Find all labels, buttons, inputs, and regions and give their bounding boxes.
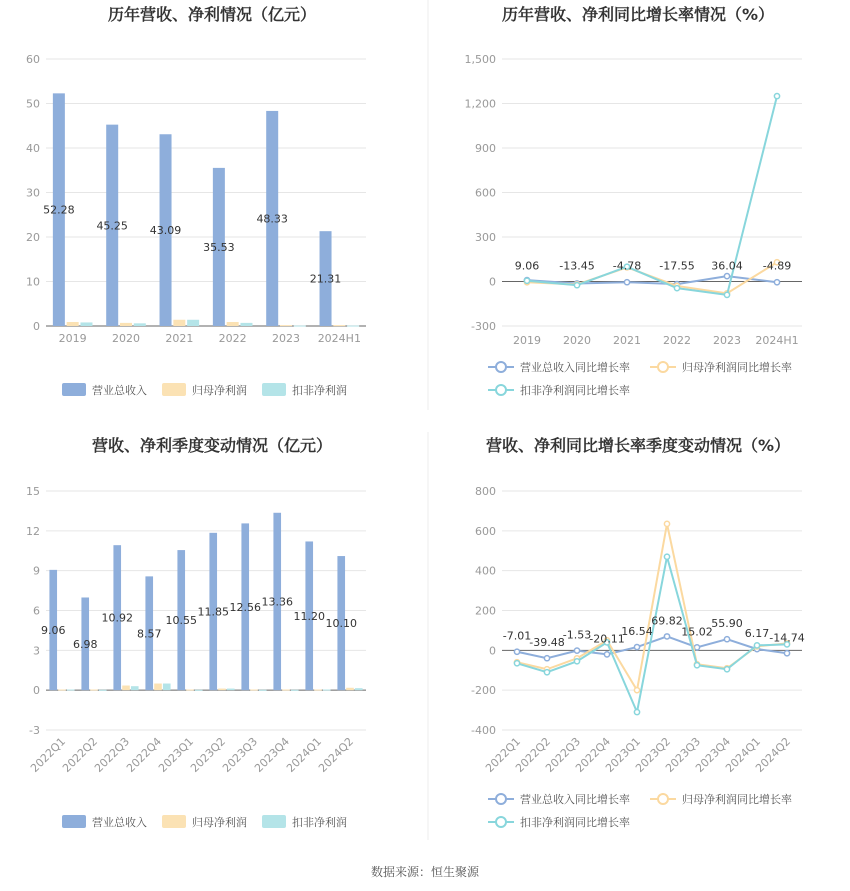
bar-deducted-net-profit bbox=[195, 690, 203, 691]
chart-panel-3 bbox=[26, 436, 366, 829]
line-data-label: 55.90 bbox=[711, 617, 743, 631]
x-tick-label: 2019 bbox=[58, 332, 87, 345]
bar-data-label: 11.85 bbox=[197, 605, 229, 619]
legend-label: 扣非净利润 bbox=[292, 816, 347, 829]
line-data-label: -7.01 bbox=[502, 629, 532, 643]
bar-net-profit bbox=[58, 690, 66, 691]
y-tick-label: 0 bbox=[33, 684, 40, 698]
series-line-2 bbox=[517, 524, 787, 690]
data-point-1 bbox=[694, 645, 699, 650]
chart-title: 营收、净利季度变动情况（亿元） bbox=[91, 436, 333, 455]
y-tick-label: 9 bbox=[33, 564, 40, 578]
bar-deducted-net-profit bbox=[240, 323, 252, 326]
y-tick-label: 1,200 bbox=[464, 97, 496, 111]
data-point-3 bbox=[674, 286, 679, 291]
data-point-3 bbox=[724, 667, 729, 672]
legend-label: 营业总收入同比增长率 bbox=[520, 361, 630, 374]
legend-marker bbox=[658, 794, 668, 804]
x-tick-label: 2023Q1 bbox=[156, 734, 197, 775]
x-tick-label: 2022Q2 bbox=[60, 734, 101, 775]
bar-deducted-net-profit bbox=[99, 690, 107, 691]
x-tick-label: 2024Q2 bbox=[316, 734, 357, 775]
legend-swatch bbox=[262, 815, 286, 828]
data-point-1 bbox=[544, 656, 549, 661]
legend-swatch bbox=[62, 815, 86, 828]
x-tick-label: 2022 bbox=[218, 332, 247, 345]
legend-marker bbox=[496, 362, 506, 372]
x-tick-label: 2023Q1 bbox=[603, 734, 644, 775]
x-tick-label: 2024Q1 bbox=[284, 734, 325, 775]
y-tick-label: 800 bbox=[475, 485, 496, 498]
bar-deducted-net-profit bbox=[134, 323, 146, 326]
bar-data-label: 52.28 bbox=[43, 203, 75, 217]
x-tick-label: 2022Q4 bbox=[573, 734, 614, 775]
bar-net-profit bbox=[122, 686, 130, 691]
y-tick-label: 0 bbox=[489, 644, 496, 658]
legend-label: 扣非净利润同比增长率 bbox=[520, 816, 630, 829]
bar-net-profit bbox=[250, 690, 258, 691]
data-point-3 bbox=[664, 554, 669, 559]
bar-net-profit bbox=[227, 322, 239, 326]
chart-panel-4 bbox=[471, 436, 805, 829]
legend-label: 扣非净利润 bbox=[292, 384, 347, 397]
bar-net-profit bbox=[154, 684, 162, 691]
bar-data-label: 11.20 bbox=[293, 609, 325, 623]
bar-net-profit bbox=[186, 690, 194, 691]
legend-swatch bbox=[162, 383, 186, 396]
x-tick-label: 2023Q2 bbox=[188, 734, 229, 775]
x-tick-label: 2022 bbox=[663, 334, 691, 347]
bar-deducted-net-profit bbox=[291, 690, 299, 691]
data-point-1 bbox=[774, 280, 779, 285]
bar-deducted-net-profit bbox=[131, 686, 139, 690]
data-point-3 bbox=[754, 643, 759, 648]
y-tick-label: 900 bbox=[475, 142, 496, 155]
y-tick-label: -3 bbox=[29, 724, 40, 737]
data-point-1 bbox=[664, 634, 669, 639]
legend-label: 归母净利润 bbox=[192, 384, 247, 397]
bar-data-label: 43.09 bbox=[149, 224, 182, 238]
legend-marker bbox=[496, 794, 506, 804]
x-tick-label: 2024H1 bbox=[755, 334, 799, 347]
x-tick-label: 2022Q1 bbox=[483, 734, 524, 775]
legend-marker bbox=[496, 385, 506, 395]
bar-net-profit bbox=[314, 690, 322, 691]
data-source-text: 数据来源：恒生聚源 bbox=[370, 865, 480, 879]
chart-title: 历年营收、净利情况（亿元） bbox=[107, 5, 317, 24]
x-tick-label: 2021 bbox=[613, 334, 641, 347]
chart-title: 营收、净利同比增长率季度变动情况（%） bbox=[485, 436, 791, 455]
legend-label: 归母净利润同比增长率 bbox=[682, 793, 792, 806]
data-point-3 bbox=[524, 278, 529, 283]
y-tick-label: 40 bbox=[26, 142, 40, 155]
bar-net-profit bbox=[282, 690, 290, 691]
bar-deducted-net-profit bbox=[67, 690, 75, 691]
data-point-1 bbox=[604, 652, 609, 657]
y-tick-label: 600 bbox=[475, 524, 496, 538]
legend-swatch bbox=[162, 815, 186, 828]
bar-net-profit bbox=[218, 689, 226, 691]
data-point-3 bbox=[574, 659, 579, 664]
y-tick-label: -400 bbox=[471, 724, 496, 737]
bar-net-profit bbox=[173, 320, 185, 326]
x-tick-label: 2024H1 bbox=[317, 332, 361, 345]
line-data-label: 16.54 bbox=[621, 625, 653, 639]
x-tick-label: 2023Q4 bbox=[693, 734, 734, 775]
y-tick-label: 60 bbox=[26, 53, 40, 66]
x-tick-label: 2023Q4 bbox=[252, 734, 293, 775]
line-data-label: -4.89 bbox=[762, 259, 792, 273]
bar-data-label: 10.92 bbox=[101, 611, 133, 625]
bar-deducted-net-profit bbox=[323, 690, 331, 691]
x-tick-label: 2024Q2 bbox=[753, 734, 794, 775]
line-data-label: 9.06 bbox=[514, 259, 540, 273]
y-tick-label: 12 bbox=[26, 524, 40, 538]
x-tick-label: 2021 bbox=[165, 332, 194, 345]
y-tick-label: 0 bbox=[33, 320, 40, 333]
line-data-label: -39.48 bbox=[529, 636, 565, 650]
data-point-3 bbox=[544, 670, 549, 675]
y-tick-label: 0 bbox=[489, 275, 496, 289]
bar-data-label: 21.31 bbox=[309, 272, 342, 286]
y-tick-label: 10 bbox=[26, 275, 40, 289]
x-tick-label: 2024Q1 bbox=[723, 734, 764, 775]
data-point-2 bbox=[664, 521, 669, 526]
bar-deducted-net-profit bbox=[227, 689, 235, 691]
y-tick-label: 20 bbox=[26, 231, 40, 244]
data-point-1 bbox=[514, 649, 519, 654]
bar-deducted-net-profit bbox=[347, 326, 359, 327]
line-data-label: -1.53 bbox=[562, 628, 592, 642]
x-tick-label: 2022Q4 bbox=[124, 734, 165, 775]
bar-deducted-net-profit bbox=[163, 684, 171, 691]
line-data-label: 69.82 bbox=[651, 614, 683, 628]
x-tick-label: 2020 bbox=[112, 332, 140, 345]
bar-data-label: 48.33 bbox=[256, 212, 288, 226]
data-point-1 bbox=[574, 648, 579, 653]
chart-title: 历年营收、净利同比增长率情况（%） bbox=[501, 5, 775, 24]
x-tick-label: 2019 bbox=[513, 334, 541, 347]
x-tick-label: 2023Q3 bbox=[663, 734, 704, 775]
line-data-label: -4.78 bbox=[612, 259, 642, 273]
y-tick-label: 300 bbox=[475, 231, 496, 244]
y-tick-label: 30 bbox=[26, 186, 40, 200]
bar-net-profit bbox=[280, 325, 292, 326]
legend-label: 营业总收入同比增长率 bbox=[520, 793, 630, 806]
legend-swatch bbox=[262, 383, 286, 396]
bar-data-label: 6.98 bbox=[72, 637, 98, 651]
bar-data-label: 13.36 bbox=[261, 595, 293, 609]
x-tick-label: 2023Q2 bbox=[633, 734, 674, 775]
bar-data-label: 10.10 bbox=[325, 617, 357, 631]
legend-marker bbox=[496, 817, 506, 827]
chart-panel-2 bbox=[465, 5, 803, 397]
bar-deducted-net-profit bbox=[187, 320, 199, 326]
bar-data-label: 12.56 bbox=[229, 600, 261, 614]
x-tick-label: 2023Q3 bbox=[220, 734, 261, 775]
x-tick-label: 2023 bbox=[272, 332, 300, 345]
y-tick-label: 200 bbox=[475, 604, 496, 618]
y-tick-label: 3 bbox=[33, 644, 40, 658]
line-data-label: -17.55 bbox=[659, 259, 695, 273]
y-tick-label: 50 bbox=[26, 97, 40, 111]
legend-label: 扣非净利润同比增长率 bbox=[520, 384, 630, 397]
bar-deducted-net-profit bbox=[355, 688, 363, 690]
line-data-label: 36.04 bbox=[711, 259, 743, 273]
bar-net-profit bbox=[120, 323, 132, 326]
data-point-3 bbox=[634, 709, 639, 714]
legend-swatch bbox=[62, 383, 86, 396]
y-tick-label: 6 bbox=[33, 604, 40, 618]
data-point-3 bbox=[724, 292, 729, 297]
line-data-label: -20.11 bbox=[589, 632, 625, 646]
legend-label: 归母净利润 bbox=[192, 816, 247, 829]
y-tick-label: 15 bbox=[26, 485, 40, 498]
bar-data-label: 45.25 bbox=[96, 219, 128, 233]
line-data-label: 15.02 bbox=[681, 625, 713, 639]
bar-deducted-net-profit bbox=[80, 322, 92, 326]
x-tick-label: 2022Q2 bbox=[513, 734, 554, 775]
x-tick-label: 2023 bbox=[713, 334, 741, 347]
y-tick-label: 1,500 bbox=[464, 53, 496, 66]
bar-net-profit bbox=[90, 690, 98, 691]
bar-data-label: 10.55 bbox=[165, 614, 197, 628]
x-tick-label: 2022Q1 bbox=[28, 734, 69, 775]
legend-marker bbox=[658, 362, 668, 372]
line-data-label: -14.74 bbox=[769, 631, 805, 645]
bar-data-label: 8.57 bbox=[136, 627, 162, 641]
bar-net-profit bbox=[333, 325, 345, 326]
data-point-1 bbox=[784, 651, 789, 656]
y-tick-label: -200 bbox=[471, 684, 496, 698]
bar-net-profit bbox=[346, 688, 354, 690]
data-point-1 bbox=[624, 280, 629, 285]
data-point-1 bbox=[724, 274, 729, 279]
y-tick-label: 400 bbox=[475, 564, 496, 578]
legend-label: 营业总收入 bbox=[92, 384, 147, 397]
bar-deducted-net-profit bbox=[294, 326, 306, 327]
bar-data-label: 9.06 bbox=[40, 624, 66, 638]
line-data-label: -13.45 bbox=[559, 259, 595, 273]
data-point-3 bbox=[774, 93, 779, 98]
chart-panel-1 bbox=[26, 5, 366, 397]
bar-net-profit bbox=[67, 322, 79, 326]
y-tick-label: 600 bbox=[475, 186, 496, 200]
bar-deducted-net-profit bbox=[259, 690, 267, 691]
bar-data-label: 35.53 bbox=[203, 240, 235, 254]
x-tick-label: 2022Q3 bbox=[543, 734, 584, 775]
x-tick-label: 2022Q3 bbox=[92, 734, 133, 775]
line-data-label: 6.17 bbox=[744, 627, 770, 641]
y-tick-label: -300 bbox=[471, 320, 496, 333]
data-point-3 bbox=[694, 663, 699, 668]
data-point-2 bbox=[634, 688, 639, 693]
data-point-3 bbox=[574, 283, 579, 288]
data-point-1 bbox=[724, 637, 729, 642]
legend-label: 归母净利润同比增长率 bbox=[682, 361, 792, 374]
legend-label: 营业总收入 bbox=[92, 816, 147, 829]
data-point-1 bbox=[634, 644, 639, 649]
x-tick-label: 2020 bbox=[563, 334, 591, 347]
data-point-3 bbox=[514, 661, 519, 666]
